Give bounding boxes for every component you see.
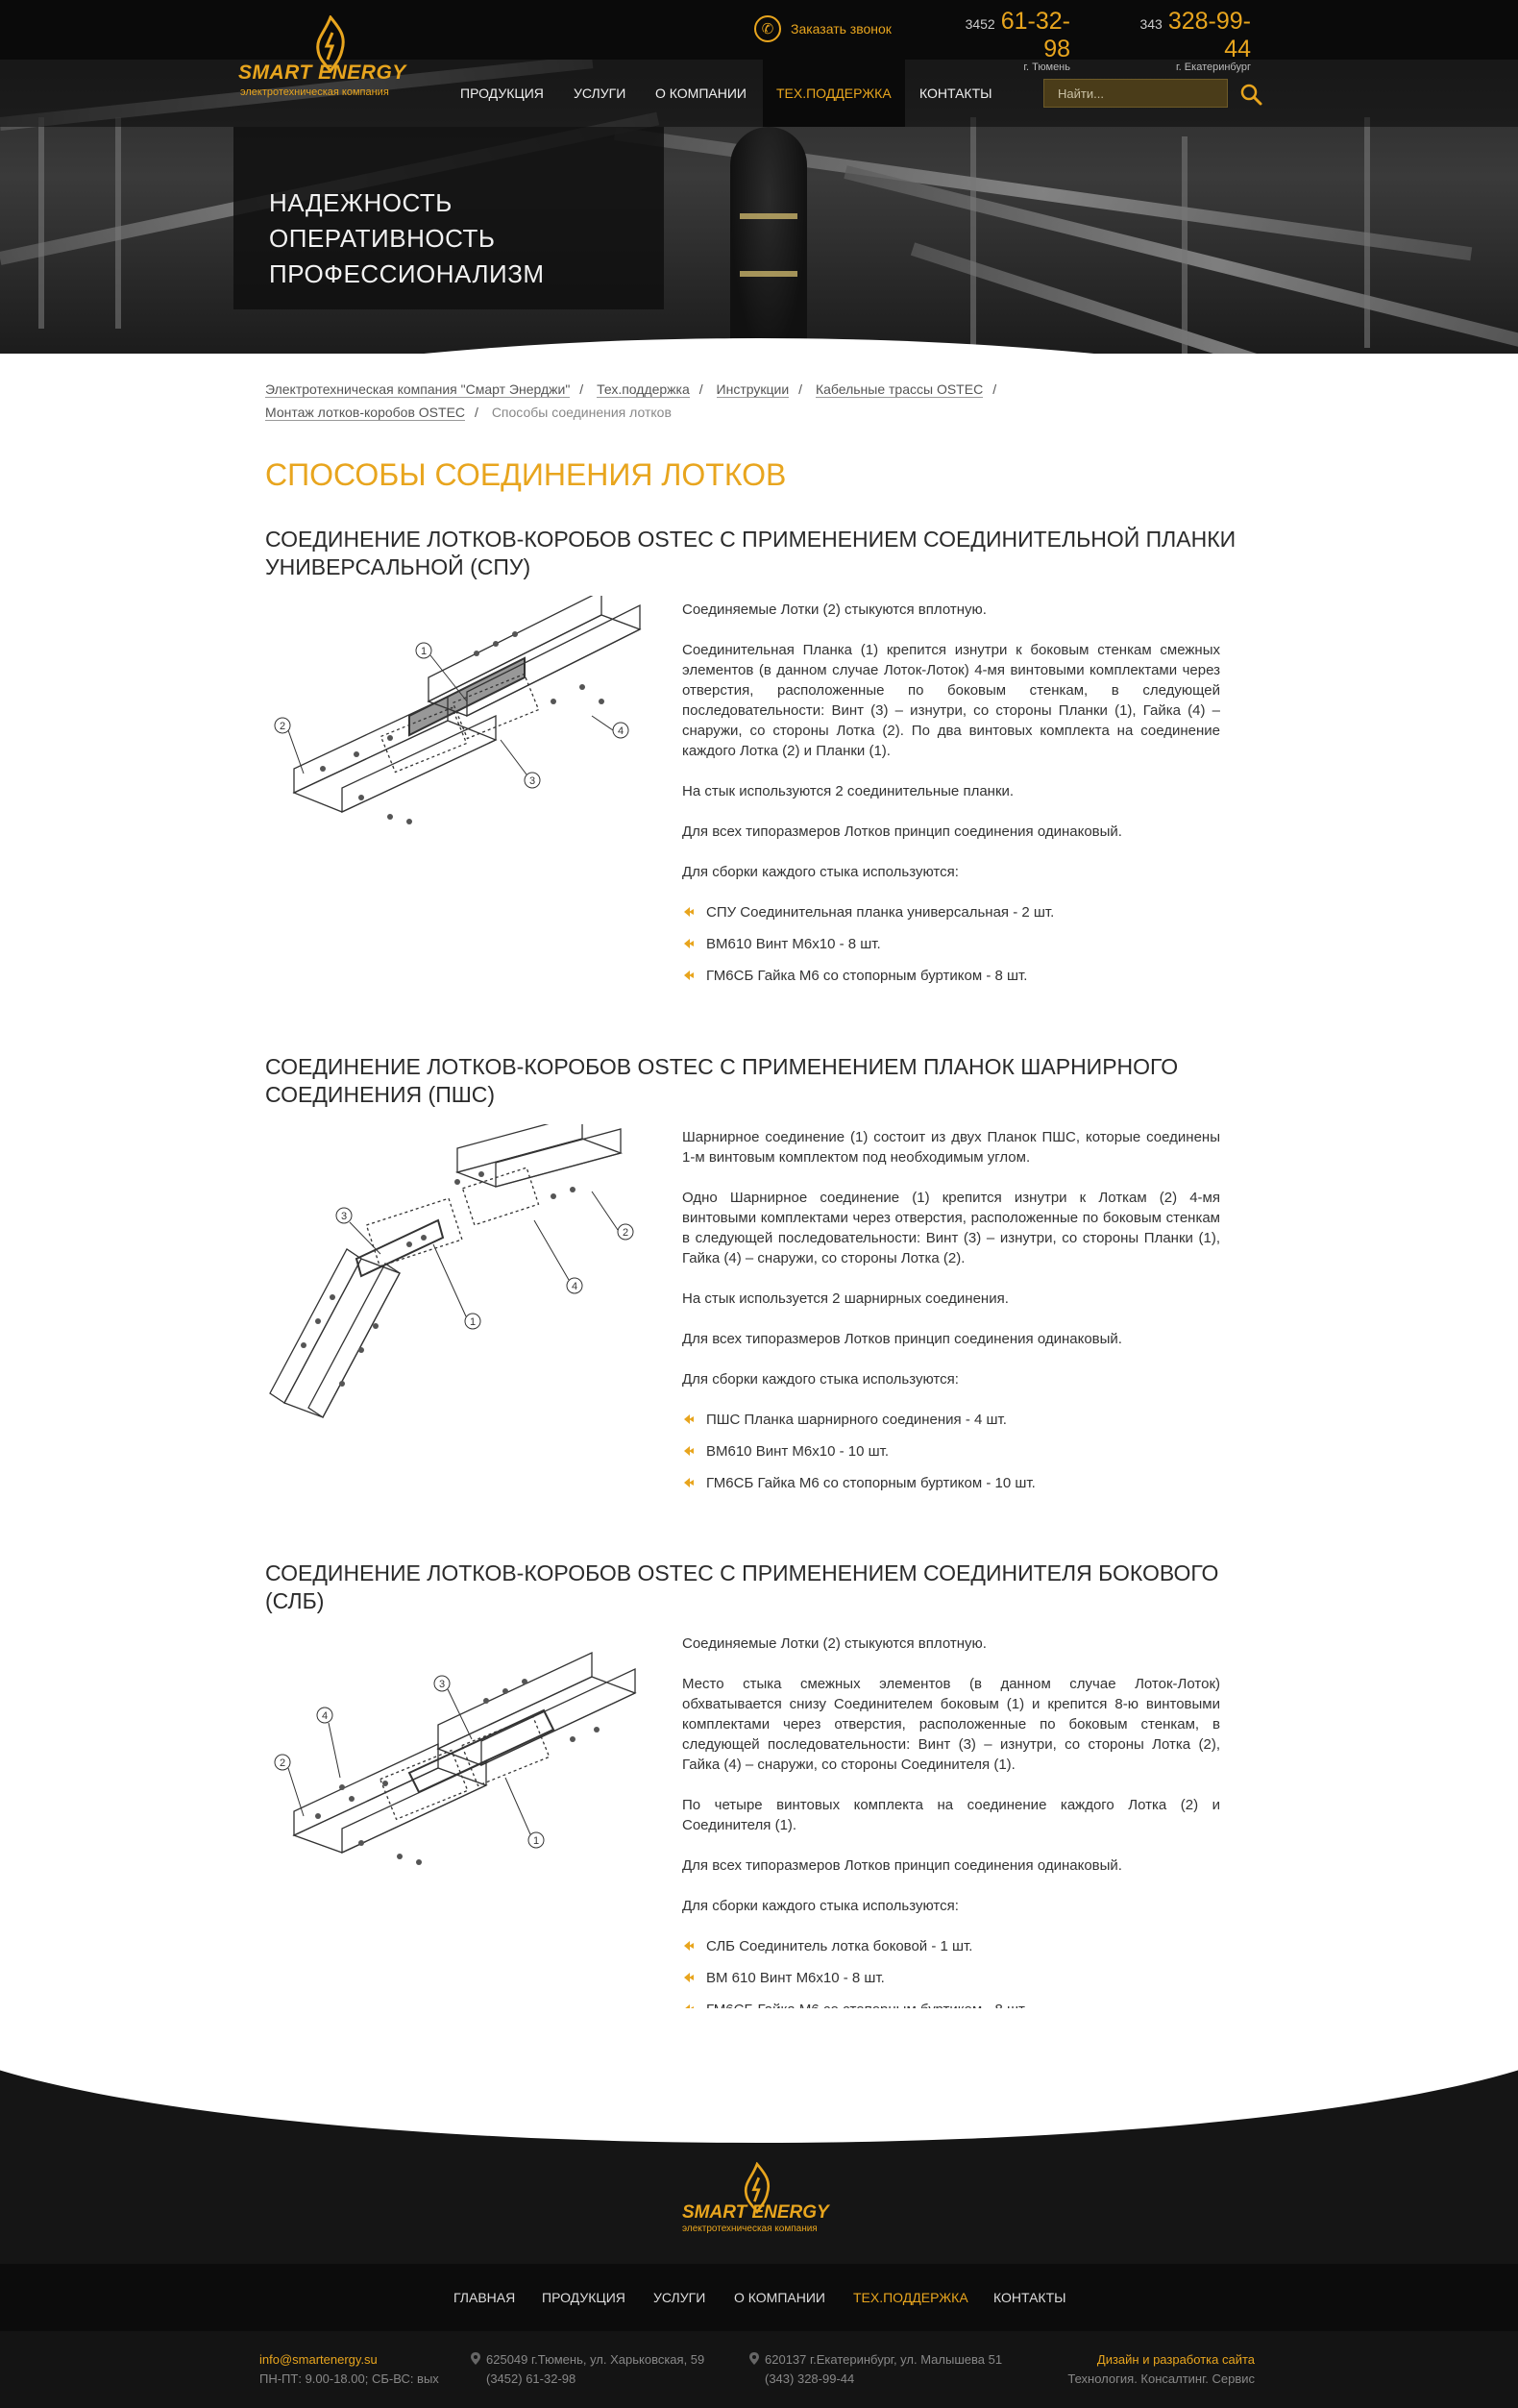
callout-label: 1	[420, 646, 428, 657]
list-item: ПШС Планка шарнирного соединения - 4 шт.	[682, 1410, 1220, 1430]
logo-tagline: электротехническая компания	[682, 2224, 818, 2234]
breadcrumb-link[interactable]: Электротехническая компания "Смарт Энерджи"	[265, 381, 571, 397]
callout-label: 3	[528, 775, 536, 787]
site-logo[interactable]	[238, 15, 421, 102]
logo-tagline: электротехническая компания	[240, 86, 389, 98]
footer-nav-about[interactable]: О КОМПАНИИ	[734, 2290, 825, 2305]
callout-label: 2	[279, 721, 286, 732]
tray-joint-diagram-spu	[265, 596, 659, 846]
callback-label: Заказать звонок	[791, 21, 892, 37]
nav-services[interactable]: УСЛУГИ	[574, 86, 626, 101]
phone-number: 61-32-98	[1000, 8, 1070, 62]
section-text: Шарнирное соединение (1) состоит из двух Планок ПШС, которые соединены 1-м винтовым комплектом под необходимым углом. Одно Шарнирное соединение (1) крепится изнутри к Лоткам (2) 4-мя винтовыми комплектами через отверстия, расположенные по боковым стенкам в следующей последовательности: Винт (3) – изнутри, со стороны Планки (1), Гайка (4) – снаружи, со стороны Лотка (2). На стык используется 2 шарнирных соединения. Для всех типоразмеров Лотков принцип соединения одинаковый. Для сборки каждого стыка используются: ПШС Планка шарнирного соединения - 4 шт. ВМ610 Винт М6х10 - 10 шт. ГМ6СБ Гайка М6 со стопорным буртиком - 10 шт.	[682, 1129, 1220, 1491]
location-pin-icon	[749, 2352, 759, 2365]
list-item: ВМ 610 Винт М6х10 - 8 шт.	[682, 1968, 1220, 1988]
callout-label: 4	[321, 1710, 329, 1722]
list-item: ГМ6СБ Гайка М6 со стопорным буртиком - 10 шт.	[682, 1473, 1220, 1493]
breadcrumb-link[interactable]: Инструкции	[716, 381, 790, 397]
search-icon[interactable]	[1239, 83, 1262, 106]
nav-strip	[0, 60, 1518, 127]
breadcrumb-link[interactable]: Монтаж лотков-коробов OSTEC	[265, 405, 466, 420]
list-item: ГМ6СБ Гайка М6 со стопорным буртиком - 8 шт.	[682, 966, 1220, 986]
callout-label: 1	[469, 1316, 477, 1328]
developer-company: Технология. Консалтинг. Сервис	[1067, 2371, 1255, 2386]
footer-logo[interactable]	[680, 2162, 844, 2239]
footer-nav-contacts[interactable]: КОНТАКТЫ	[993, 2290, 1066, 2305]
list-item: СЛБ Соединитель лотка боковой - 1 шт.	[682, 1936, 1220, 1956]
section-text: Соединяемые Лотки (2) стыкуются вплотную. Соединительная Планка (1) крепится изнутри к боковым стенкам смежных элементов (в данном случае Лоток-Лоток) 4-мя винтовыми комплектами через отверстия, расположенные по боковым стенкам, в следующей последовательности: Винт (3) – изнутри, со стороны Планки (1), Гайка (4) – снаружи, со стороны Лотка (2). По два винтовых комплекта на соединение каждого Лотка (2) и Планки (1). На стык используются 2 соединительные планки. Для всех типоразмеров Лотков принцип соединения одинаковый. Для сборки каждого стыка используются: СПУ Соединительная планка универсальная - 2 шт. ВМ610 Винт М6х10 - 8 шт. ГМ6СБ Гайка М6 со стопорным буртиком - 8 шт.	[682, 602, 1220, 984]
callout-label: 4	[617, 725, 624, 737]
breadcrumb-current: Способы соединения лотков	[491, 405, 672, 420]
callout-label: 2	[279, 1757, 286, 1769]
footer-phone-tyumen: (3452) 61-32-98	[486, 2371, 576, 2386]
developer-link[interactable]: Дизайн и разработка сайта	[1096, 2352, 1255, 2367]
phone-city: г. Екатеринбург	[1176, 61, 1251, 73]
search-input[interactable]	[1044, 80, 1227, 107]
phone-code: 343	[1139, 16, 1163, 32]
footer-email[interactable]: info@smartenergy.su	[259, 2352, 378, 2367]
callout-label: 3	[340, 1211, 348, 1222]
phone-ekaterinburg[interactable]	[1114, 8, 1251, 73]
search-box	[1043, 79, 1228, 108]
nav-tech-support[interactable]: ТЕХ.ПОДДЕРЖКА	[763, 60, 905, 127]
logo-wordmark: SMART ENERGY	[238, 61, 406, 84]
nav-about[interactable]: О КОМПАНИИ	[655, 86, 747, 101]
footer-address-tyumen: 625049 г.Тюмень, ул. Харьковская, 59	[486, 2352, 705, 2367]
bullet-icon	[682, 937, 696, 950]
phone-number: 328-99-44	[1167, 8, 1251, 62]
bullet-icon	[682, 1413, 696, 1426]
footer-address-ekaterinburg: 620137 г.Екатеринбург, ул. Малышева 51	[765, 2352, 1003, 2367]
bullet-icon	[682, 1939, 696, 1953]
footer-hours: ПН-ПТ: 9.00-18.00; СБ-ВС: вых	[259, 2371, 439, 2386]
bullet-icon	[682, 1476, 696, 1489]
page-title: СПОСОБЫ СОЕДИНЕНИЯ ЛОТКОВ	[265, 457, 787, 492]
footer-nav-tech-support[interactable]: ТЕХ.ПОДДЕРЖКА	[853, 2290, 968, 2305]
breadcrumb: Электротехническая компания "Смарт Энерджи" / Тех.поддержка / Инструкции / Кабельные трассы OSTEC / Монтаж лотков-коробов OSTEC / Способы соединения лотков	[265, 381, 997, 420]
footer-nav-products[interactable]: ПРОДУКЦИЯ	[542, 2290, 625, 2305]
phone-code: 3452	[965, 16, 995, 32]
list-item: ВМ610 Винт М6х10 - 10 шт.	[682, 1441, 1220, 1462]
slogan-line: ОПЕРАТИВНОСТЬ	[269, 224, 496, 253]
callout-label: 4	[571, 1281, 578, 1292]
section-title: СОЕДИНЕНИЕ ЛОТКОВ-КОРОБОВ OSTEC С ПРИМЕНЕНИЕМ ПЛАНОК ШАРНИРНОГО СОЕДИНЕНИЯ (ПШС)	[265, 1054, 1179, 1107]
slogan-line: НАДЕЖНОСТЬ	[269, 188, 453, 217]
nav-contacts[interactable]: КОНТАКТЫ	[919, 86, 992, 101]
bullet-icon	[682, 905, 696, 919]
footer-phone-ekaterinburg: (343) 328-99-44	[765, 2371, 855, 2386]
bullet-icon	[682, 1971, 696, 1984]
section-title: СОЕДИНЕНИЕ ЛОТКОВ-КОРОБОВ OSTEC С ПРИМЕНЕНИЕМ СОЕДИНИТЕЛЬНОЙ ПЛАНКИ УНИВЕРСАЛЬНОЙ (СПУ)	[265, 527, 1236, 579]
footer-bottom	[0, 2331, 1518, 2408]
footer-nav-services[interactable]: УСЛУГИ	[653, 2290, 706, 2305]
section-title: СОЕДИНЕНИЕ ЛОТКОВ-КОРОБОВ OSTEC С ПРИМЕНЕНИЕМ СОЕДИНИТЕЛЯ БОКОВОГО (СЛБ)	[265, 1560, 1219, 1613]
location-pin-icon	[471, 2352, 480, 2365]
footer-nav	[0, 2264, 1518, 2331]
callout-label: 1	[532, 1835, 540, 1847]
parts-list	[682, 902, 1220, 986]
breadcrumb-link[interactable]: Кабельные трассы OSTEC	[815, 381, 984, 397]
parts-list	[682, 1936, 1220, 2020]
parts-list	[682, 1410, 1220, 1493]
callout-label: 3	[438, 1679, 446, 1690]
slogan-line: ПРОФЕССИОНАЛИЗМ	[269, 259, 545, 288]
footer-nav-home[interactable]: ГЛАВНАЯ	[453, 2290, 516, 2305]
bullet-icon	[682, 1444, 696, 1458]
callout-label: 2	[622, 1227, 629, 1239]
phone-city: г. Тюмень	[1023, 61, 1070, 73]
technician-figure	[730, 127, 807, 354]
list-item: ВМ610 Винт М6х10 - 8 шт.	[682, 934, 1220, 954]
tray-joint-diagram-pshs	[265, 1124, 659, 1432]
phone-icon: ✆	[754, 15, 781, 42]
section-text: Соединяемые Лотки (2) стыкуются вплотную. Место стыка смежных элементов (в данном случае Лоток-Лоток) обхватывается снизу Соединителем боковым (1) и крепится 8-ю винтовыми комплектами через отверстия, расположенные по боковым стенкам, в следующей последовательности: Винт (3) – изнутри, со стороны Лотка (2), Гайка (4) – снаружи, со стороны Соединителя (1). По четыре винтовых комплекта на соединение каждого Лотка (2) и Соединителя (1). Для всех типоразмеров Лотков принцип соединения одинаковый. Для сборки каждого стыка используются: СЛБ Соединитель лотка боковой - 1 шт. ВМ 610 Винт М6х10 - 8 шт.	[682, 1634, 1220, 2031]
callback-button[interactable]	[754, 15, 892, 42]
list-item: СПУ Соединительная планка универсальная - 2 шт.	[682, 902, 1220, 922]
logo-wordmark: SMART ENERGY	[682, 2202, 829, 2223]
breadcrumb-link[interactable]: Тех.поддержка	[597, 381, 690, 397]
tray-joint-diagram-slb	[265, 1634, 659, 1883]
bullet-icon	[682, 969, 696, 982]
nav-products[interactable]: ПРОДУКЦИЯ	[460, 86, 544, 101]
